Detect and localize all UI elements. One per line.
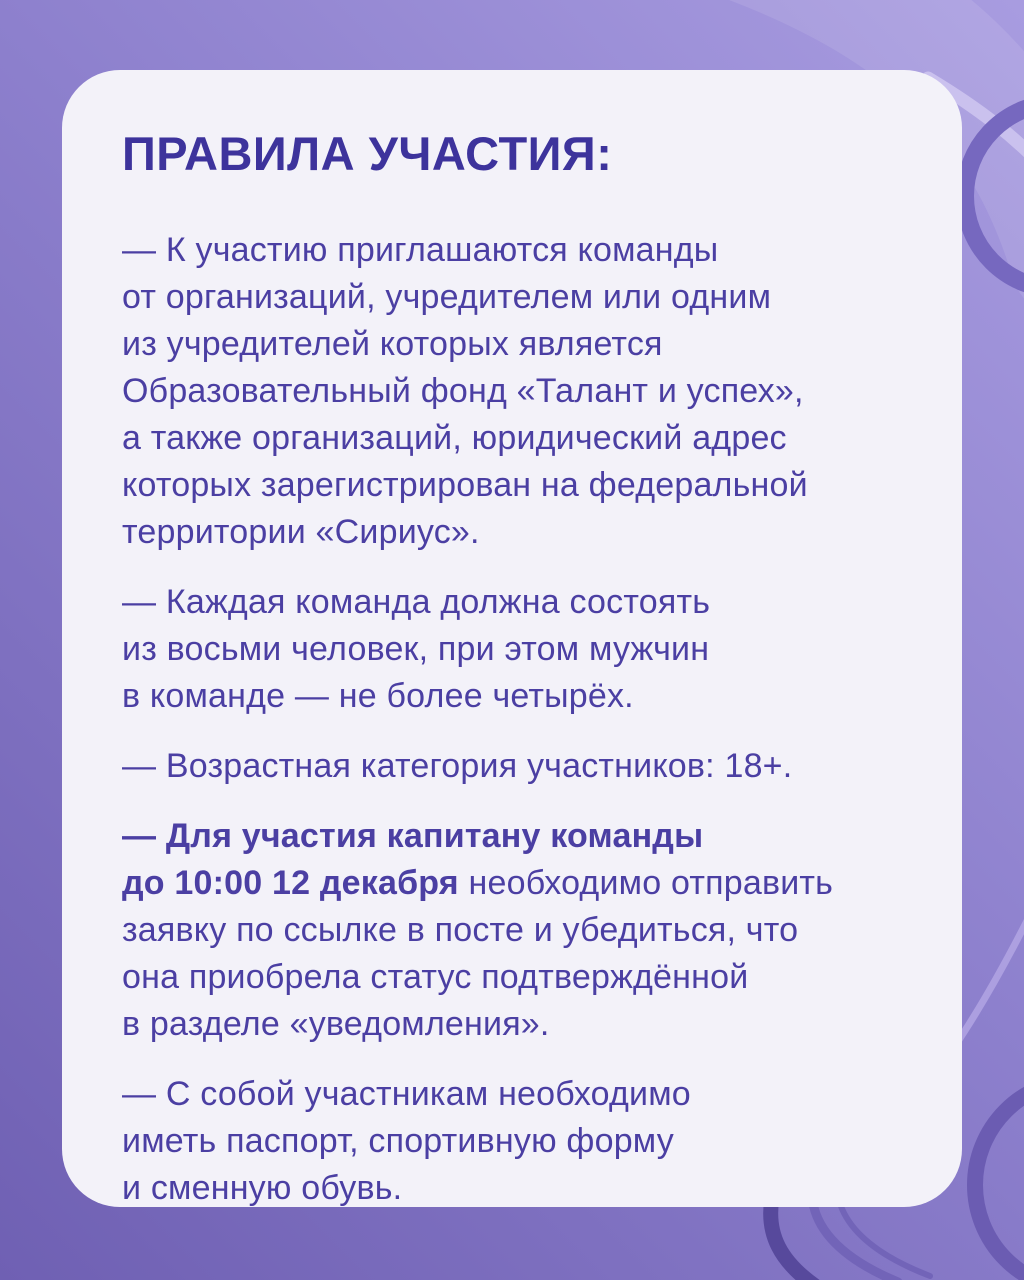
rule-line: иметь паспорт, спортивную форму bbox=[122, 1121, 674, 1160]
rule-line: и сменную обувь. bbox=[122, 1168, 403, 1207]
rule-item bbox=[122, 1071, 910, 1212]
rule-item bbox=[122, 813, 910, 1048]
rule-line: заявку по ссылке в посте и убедиться, что bbox=[122, 910, 799, 949]
rule-line: — Каждая команда должна состоять bbox=[122, 582, 711, 621]
rule-line: — Возрастная категория участников: 18+. bbox=[122, 746, 793, 785]
rule-line: в команде — не более четырёх. bbox=[122, 676, 634, 715]
rule-line: в разделе «уведомления». bbox=[122, 1004, 550, 1043]
rule-line: до 10:00 12 декабря необходимо отправить bbox=[122, 863, 834, 902]
rule-item bbox=[122, 227, 910, 556]
swirl-dark-arc-bottom-right bbox=[975, 1080, 1024, 1280]
rule-line: она приобрела статус подтверждённой bbox=[122, 957, 749, 996]
rule-line: из учредителей которых является bbox=[122, 324, 663, 363]
rule-line: а также организаций, юридический адрес bbox=[122, 418, 787, 457]
rule-line: которых зарегистрирован на федеральной bbox=[122, 465, 808, 504]
rule-line: Образовательный фонд «Талант и успех», bbox=[122, 371, 804, 410]
rule-line: территории «Сириус». bbox=[122, 512, 480, 551]
rule-line: от организаций, учредителем или одним bbox=[122, 277, 772, 316]
page-title: ПРАВИЛА УЧАСТИЯ: bbox=[122, 127, 613, 180]
rule-line: из восьми человек, при этом мужчин bbox=[122, 629, 710, 668]
rules-card bbox=[62, 70, 962, 1207]
rules-list bbox=[122, 227, 910, 1212]
rule-line: — Для участия капитану команды bbox=[122, 816, 704, 855]
rule-item bbox=[122, 579, 910, 720]
rule-line: — С собой участникам необходимо bbox=[122, 1074, 691, 1113]
rule-item bbox=[122, 743, 910, 790]
rule-line: — К участию приглашаются команды bbox=[122, 230, 719, 269]
